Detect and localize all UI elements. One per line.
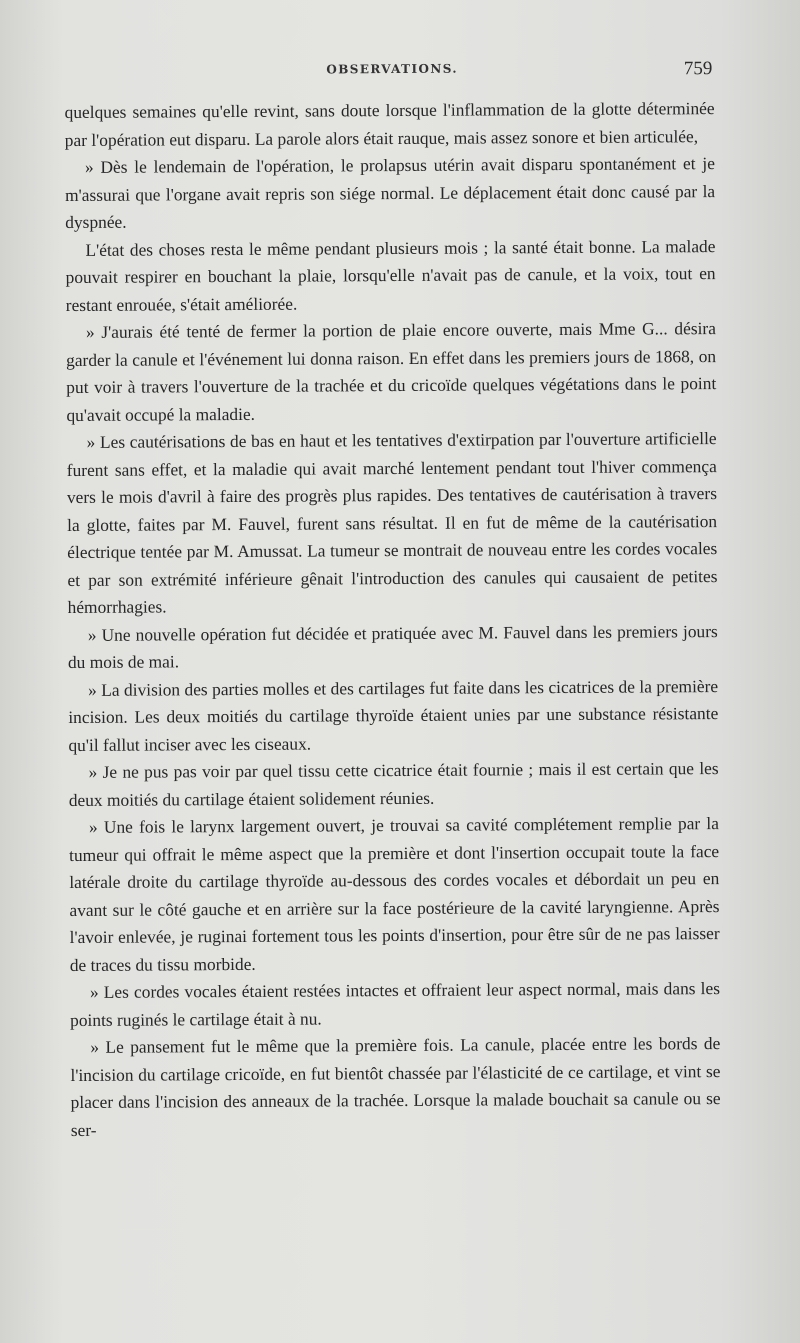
paragraph: » Dès le lendemain de l'opération, le prolapsus utérin avait disparu spontanément et je m'assurai que l'organe avait repris son siége normal. Le déplacement était donc causé par la dyspnée.	[65, 153, 716, 233]
body-text	[65, 95, 721, 1144]
paragraph: » Une fois le larynx largement ouvert, je trouvai sa cavité complétement remplie par la tumeur qui offrait le même aspect que la première et dont l'insertion occupait toute la face latérale droite du cartilage thyroïde au-dessous des cordes vocales et débordait un peu en avant sur le côté gauche et en arrière sur la face postérieure de la cavité laryngienne. Après l'avoir enlevée, je ruginai fortement tous les points d'insertion, pour être sûr de ne pas laisser de traces du tissu morbide.	[69, 813, 720, 975]
paragraph: » J'aurais été tenté de fermer la portion de plaie encore ouverte, mais Mme G... désira garder la canule et l'événement lui donna raison. En effet dans les premiers jours de 1868, on put voir à travers l'ouverture de la trachée et du cricoïde quelques végétations dans le point qu'avait occupé la maladie.	[66, 318, 717, 425]
page-header	[64, 56, 714, 96]
paragraph: » La division des parties molles et des cartilages fut faite dans les cicatrices de la première incision. Les deux moitiés du cartilage thyroïde étaient unies par une substance résistante qu'il fallut inciser avec les ciseaux.	[68, 675, 719, 755]
paragraph: » Je ne pus pas voir par quel tissu cette cicatrice était fournie ; mais il est certain que les deux moitiés du cartilage étaient solidement réunies.	[68, 758, 719, 810]
running-head: OBSERVATIONS.	[326, 61, 458, 77]
page-number: 759	[683, 58, 713, 80]
paragraph: quelques semaines qu'elle revint, sans doute lorsque l'inflammation de la glotte déterminée par l'opération eut disparu. La parole alors était rauque, mais assez sonore et bien articulée,	[64, 98, 715, 150]
paragraph: » Une nouvelle opération fut décidée et pratiquée avec M. Fauvel dans les premiers jours du mois de mai.	[67, 620, 718, 673]
paragraph: » Les cordes vocales étaient restées intactes et offraient leur aspect normal, mais dans les points ruginés le cartilage était à nu.	[70, 978, 721, 1030]
paragraph: L'état des choses resta le même pendant plusieurs mois ; la santé était bonne. La malade pouvait respirer en bouchant la plaie, lorsqu'elle n'avait pas de canule, et la voix, tout en restant enrouée, s'était améliorée.	[65, 235, 716, 315]
paragraph: » Le pansement fut le même que la première fois. La canule, placée entre les bords de l'incision du cartilage cricoïde, en fut bientôt chassée par l'élasticité de ce cartilage, et vint se placer dans l'incision des anneaux de la trachée. Lorsque la malade bouchait sa canule ou se ser-	[70, 1033, 721, 1140]
paragraph: » Les cautérisations de bas en haut et les tentatives d'extirpation par l'ouverture artificielle furent sans effet, et la maladie qui avait marché lentement pendant tout l'hiver commença vers le mois d'avril à faire des progrès plus rapides. Des tentatives de cautérisation à travers la glotte, faites par M. Fauvel, furent sans résultat. Il en fut de même de la cautérisation électrique tentée par M. Amussat. La tumeur se montrait de nouveau entre les cordes vocales et par son extrémité inférieure gênait l'introduction des canules qui causaient de petites hémorrhagies.	[66, 428, 718, 618]
